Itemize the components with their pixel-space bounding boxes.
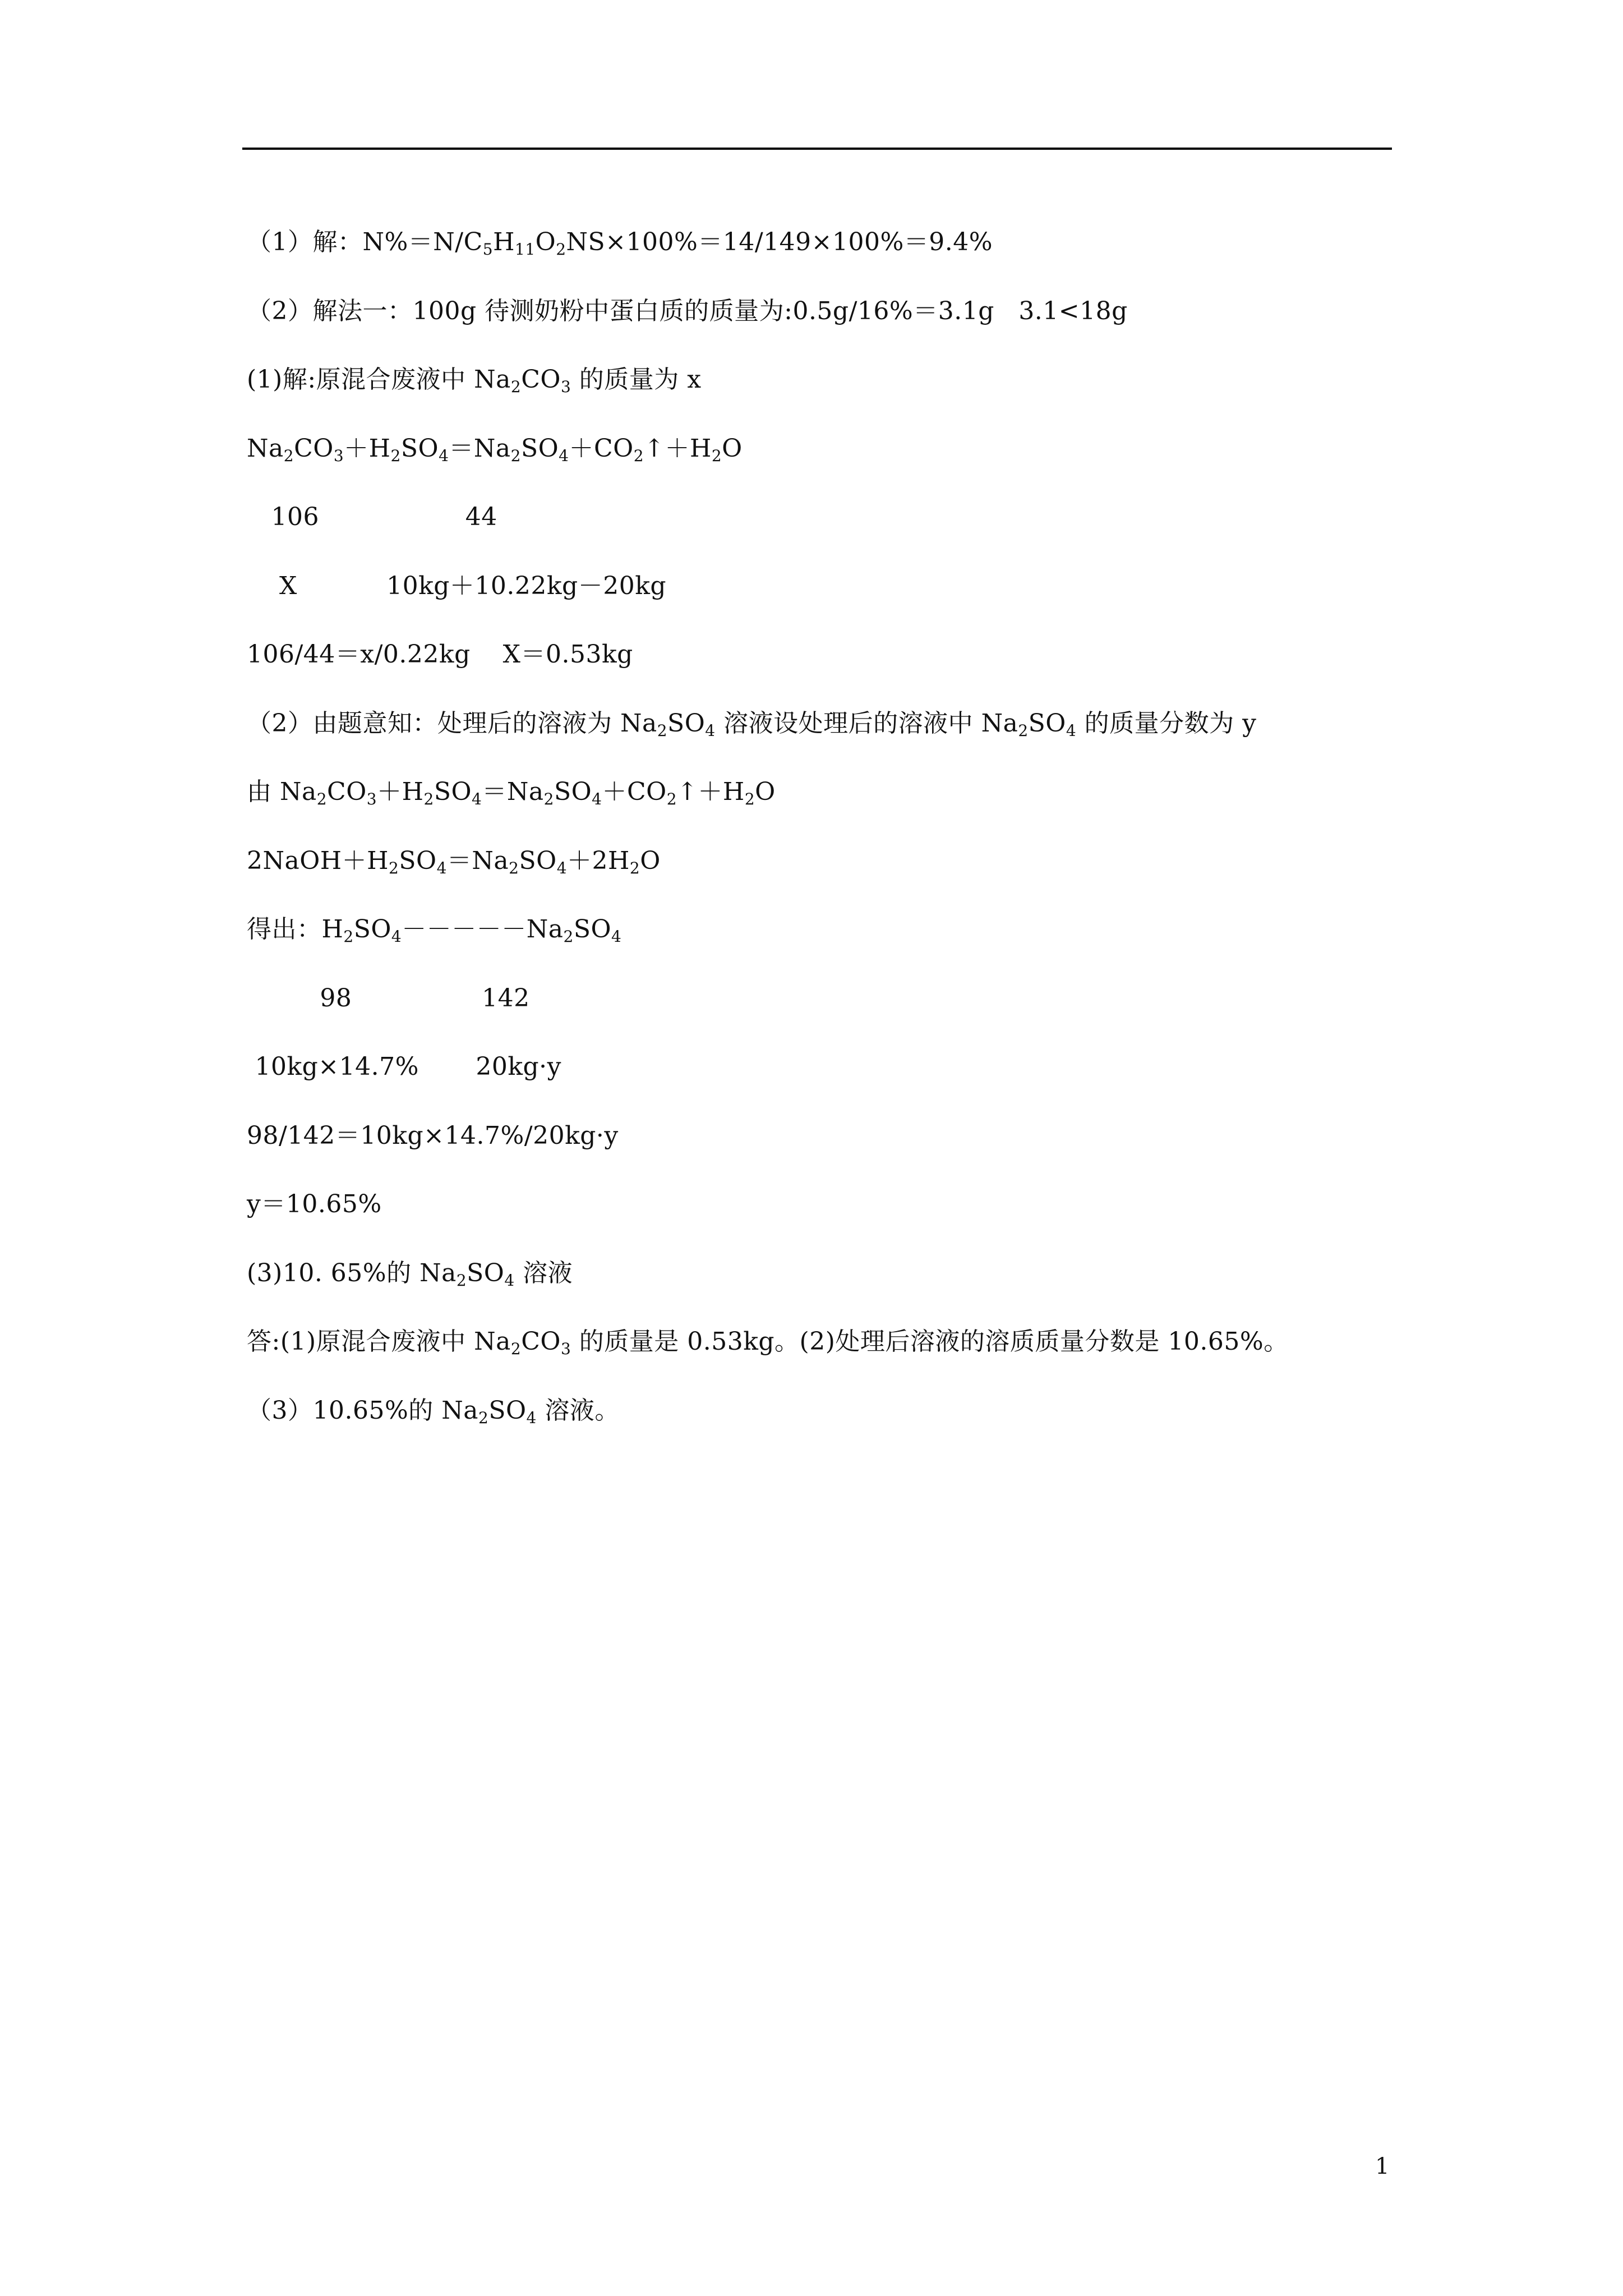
text-run: 98 142 (247, 983, 530, 1013)
subscript: 2 (543, 790, 554, 808)
text-run: 溶液设处理后的溶液中 Na (715, 708, 1018, 738)
text-line (247, 1257, 573, 1290)
text-run: y＝10.65% (247, 1190, 382, 1218)
subscript: 4 (556, 858, 568, 877)
text-run: 106 44 (247, 503, 497, 531)
text-run: ＝Na (482, 777, 544, 806)
text-run: ＝Na (449, 434, 511, 463)
text-line (247, 982, 530, 1015)
text-line (247, 638, 633, 671)
subscript: 4 (611, 927, 622, 946)
text-run: SO (434, 777, 472, 806)
text-line (247, 1394, 620, 1428)
subscript: 2 (423, 790, 434, 808)
subscript: 2 (283, 446, 294, 465)
text-run: ＋CO (569, 434, 634, 463)
text-run: ＋H (344, 434, 391, 463)
subscript: 2 (478, 1408, 489, 1427)
text-line (247, 1119, 619, 1153)
subscript: 2 (390, 446, 401, 465)
text-run: 得出：H (247, 915, 344, 944)
text-run: CO (294, 434, 334, 463)
text-run: CO (521, 1327, 561, 1356)
text-run: X 10kg＋10.22kg－20kg (247, 571, 667, 600)
text-run: SO (399, 846, 437, 875)
text-run: 98/142＝10kg×14.7%/20kg·y (247, 1121, 619, 1150)
subscript: 2 (509, 858, 519, 877)
text-run: NS×100%＝14/149×100%＝9.4% (566, 228, 993, 256)
text-line (247, 1188, 382, 1221)
page-number: 1 (1375, 2154, 1390, 2179)
text-run: 答:(1)原混合废液中 Na (247, 1327, 511, 1356)
text-line (247, 707, 1257, 740)
text-run: ＋CO (602, 777, 667, 806)
text-line (247, 295, 1128, 328)
header-rule (242, 148, 1392, 150)
text-line (247, 363, 702, 397)
text-run: O (722, 434, 743, 463)
text-run: ＋H (377, 777, 424, 806)
subscript: 4 (526, 1408, 537, 1427)
text-line (247, 1325, 1289, 1359)
text-run: (3)10. 65%的 Na (247, 1258, 457, 1287)
text-run: SO (520, 434, 559, 463)
subscript: 4 (1066, 721, 1077, 740)
subscript: 5 (482, 240, 494, 259)
text-run: －－－－－Na (402, 915, 564, 944)
subscript: 3 (333, 446, 344, 465)
text-run: SO (519, 846, 557, 875)
text-run: ↑＋H (677, 777, 745, 806)
text-run: SO (400, 434, 439, 463)
text-run: CO (327, 777, 367, 806)
subscript: 2 (510, 378, 522, 396)
text-run: 106/44＝x/0.22kg X＝0.53kg (247, 640, 633, 669)
text-run: ＝Na (446, 846, 509, 875)
subscript: 4 (472, 790, 482, 808)
text-run: （3）10.65%的 Na (247, 1396, 478, 1425)
subscript: 4 (436, 858, 447, 877)
text-run: (1)解:原混合废液中 Na (247, 365, 511, 394)
text-run: （2）解法一：100g 待测奶粉中蛋白质的质量为:0.5g/16%＝3.1g 3.1<18g (247, 296, 1128, 325)
text-run: H (493, 228, 515, 256)
subscript: 11 (515, 240, 536, 259)
text-line (247, 844, 661, 878)
subscript: 4 (705, 721, 716, 740)
text-run: SO (667, 708, 706, 738)
text-run: 溶液。 (536, 1396, 620, 1425)
subscript: 2 (711, 446, 722, 465)
subscript: 4 (504, 1271, 515, 1290)
subscript: 2 (389, 858, 399, 877)
subscript: 2 (510, 446, 521, 465)
text-run: 溶液 (514, 1258, 573, 1287)
subscript: 2 (744, 790, 755, 808)
text-run: （2）由题意知：处理后的溶液为 Na (247, 708, 657, 738)
text-run: ＋2H (567, 846, 630, 875)
text-line (247, 913, 621, 946)
text-run: 的质量是 0.53kg。(2)处理后溶液的溶质质量分数是 10.65%。 (571, 1327, 1289, 1356)
text-line (247, 226, 993, 259)
text-run: 的质量为 x (571, 365, 702, 394)
subscript: 4 (391, 927, 402, 946)
text-run: 由 Na (247, 777, 317, 806)
text-line (247, 775, 776, 809)
text-run: 的质量分数为 y (1076, 708, 1257, 738)
subscript: 2 (657, 721, 668, 740)
subscript: 2 (633, 446, 644, 465)
text-line (247, 432, 743, 466)
subscript: 2 (629, 858, 640, 877)
text-run: O (535, 228, 556, 256)
subscript: 2 (1018, 721, 1029, 740)
text-run: SO (467, 1258, 505, 1287)
text-run: SO (353, 915, 391, 944)
text-run: 10kg×14.7% 20kg·y (247, 1052, 562, 1081)
text-run: SO (554, 777, 592, 806)
text-run: 2NaOH＋H (247, 846, 389, 875)
subscript: 2 (666, 790, 677, 808)
subscript: 3 (560, 378, 571, 396)
subscript: 2 (456, 1271, 467, 1290)
subscript: 2 (563, 927, 574, 946)
text-run: SO (573, 915, 612, 944)
text-run: （1）解：N%＝N/C (247, 228, 483, 256)
subscript: 3 (366, 790, 377, 808)
subscript: 4 (559, 446, 569, 465)
text-run: O (640, 846, 661, 875)
subscript: 2 (556, 240, 566, 259)
text-run: Na (247, 434, 284, 463)
subscript: 4 (439, 446, 449, 465)
text-run: SO (1028, 708, 1066, 738)
text-line (247, 569, 666, 603)
text-line (247, 1050, 561, 1084)
text-run: ↑＋H (644, 434, 712, 463)
subscript: 2 (343, 927, 354, 946)
text-run: O (755, 777, 776, 806)
text-run: CO (521, 365, 561, 394)
subscript: 3 (560, 1340, 571, 1358)
subscript: 4 (592, 790, 602, 808)
text-run: SO (488, 1396, 527, 1425)
subscript: 2 (510, 1340, 522, 1358)
subscript: 2 (316, 790, 328, 808)
text-line (247, 500, 497, 534)
